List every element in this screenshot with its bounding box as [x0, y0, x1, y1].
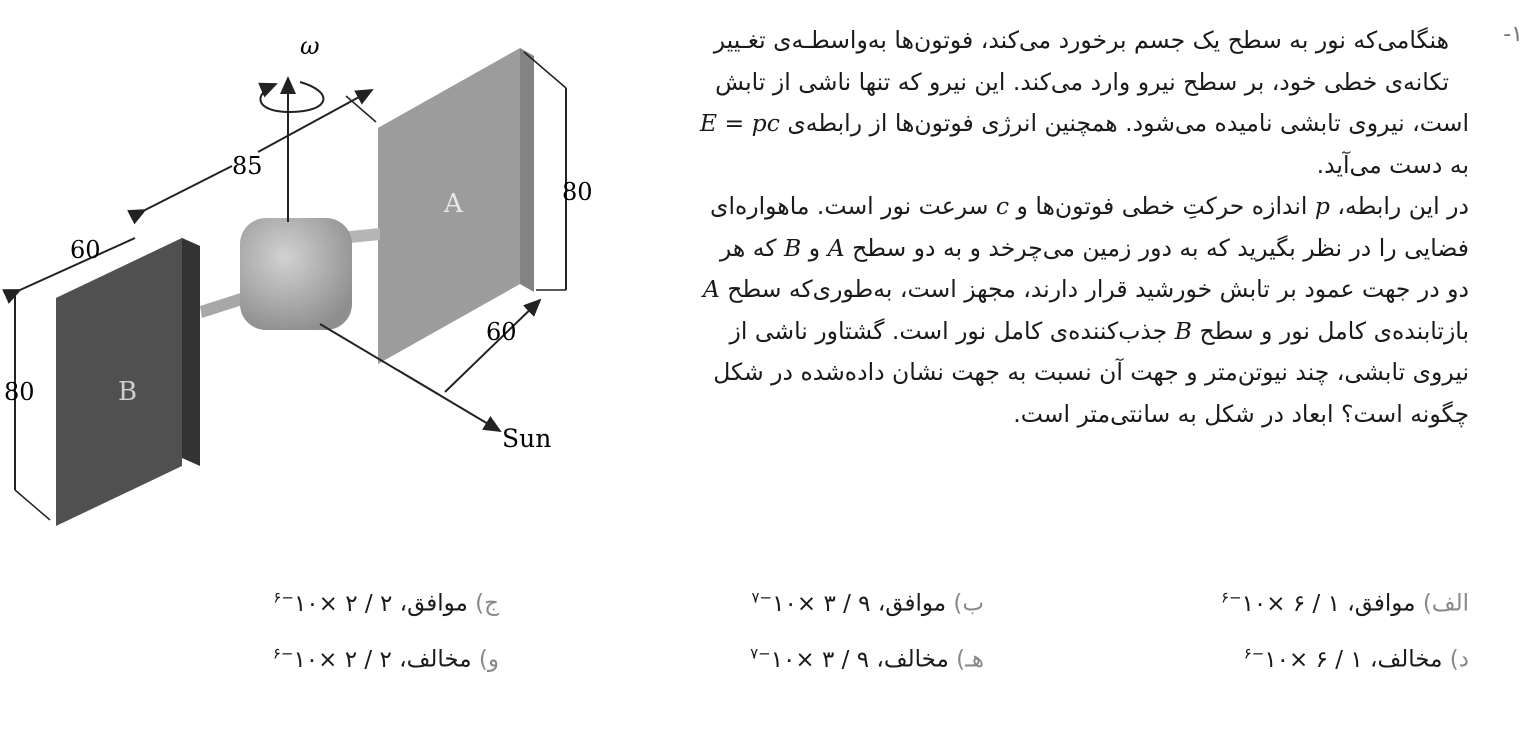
satellite-hub	[240, 218, 352, 330]
line-7-part-1: دو در جهت عمود بر تابش خورشید قرار دارند، مجهز است، به‌طوری‌که سطح	[727, 275, 1469, 303]
question-line-5	[599, 186, 1469, 228]
question-line-2: تکانه‌ی خطی خود، بر سطح نیرو وارد می‌کند. این نیرو که تنها ناشی از تابش	[715, 67, 1449, 96]
option-direction: مخالف،	[1370, 646, 1443, 673]
option-letter: د)	[1449, 646, 1469, 673]
option-direction: مخالف،	[876, 646, 949, 673]
options-row-2	[49, 644, 1469, 700]
question-line-10: چگونه است؟ ابعاد در شکل به سانتی‌متر است.	[1013, 399, 1469, 428]
option-mantissa: ۲ / ۲ ×۱۰	[293, 590, 393, 617]
label-B: B	[118, 377, 138, 407]
option-mantissa: ۲ / ۲ ×۱۰	[293, 646, 392, 673]
question-line-7	[599, 269, 1469, 311]
option-value	[750, 644, 870, 673]
option-exponent: −۷	[751, 588, 773, 606]
option-letter: الف)	[1422, 590, 1469, 617]
question-line-6	[599, 228, 1469, 270]
dim-80-right-label: 80	[562, 178, 593, 206]
option-exponent: −۷	[750, 644, 771, 662]
option-direction: موافق،	[399, 590, 468, 617]
option-letter: ب)	[953, 590, 984, 617]
energy-formula: E = pc	[699, 109, 780, 137]
option-letter: هـ)	[956, 646, 984, 673]
var-B: B	[784, 233, 802, 262]
label-A: A	[444, 189, 463, 219]
line-5-part-2: اندازه حرکتِ خطی فوتون‌ها و	[1016, 192, 1308, 220]
var-A-2: A	[702, 275, 720, 303]
question-line-8	[599, 311, 1469, 353]
line-6-part-1: فضایی را در نظر بگیرید که به دور زمین می‌چرخد و به دو سطح	[852, 233, 1469, 262]
satellite-figure	[0, 0, 620, 545]
line-6-part-2: و	[808, 233, 821, 262]
question-number: ۱-	[1503, 22, 1523, 47]
option-mantissa: ۹ / ۳ ×۱۰	[770, 646, 870, 673]
dim-85-ext	[346, 96, 376, 122]
dim-85-line-1	[145, 166, 232, 210]
option-letter: و)	[478, 646, 499, 673]
options-row-1	[49, 588, 1469, 644]
option-be[interactable]	[751, 588, 984, 617]
option-value	[1243, 644, 1363, 673]
question-text	[599, 20, 1469, 435]
var-B-2: B	[1174, 316, 1192, 345]
option-exponent: −۶	[1220, 588, 1242, 606]
dim-80-left-ext	[15, 490, 50, 520]
option-jim[interactable]	[273, 588, 499, 617]
question-line-3-text: است، نیروی تابشی نامیده می‌شود. همچنین انرژی فوتون‌ها از رابطه‌ی	[787, 109, 1469, 137]
dim-60-bottom-label: 60	[486, 318, 517, 346]
rotation-arrow	[260, 82, 323, 112]
option-exponent: −۶	[1243, 644, 1265, 662]
option-value	[273, 588, 393, 617]
satellite-diagram	[0, 0, 620, 545]
option-value	[1220, 588, 1340, 617]
option-mantissa: ۱ / ۶ ×۱۰	[1264, 646, 1363, 673]
sun-label: Sun	[502, 424, 552, 453]
option-alef[interactable]	[1221, 588, 1469, 617]
option-mantissa: ۹ / ۳ ×۱۰	[772, 590, 871, 617]
question-line-3	[599, 103, 1469, 145]
option-direction: موافق،	[877, 590, 947, 617]
option-exponent: −۶	[273, 588, 294, 606]
option-direction: مخالف،	[399, 646, 472, 673]
line-5-part-1: در این رابطه،	[1337, 192, 1469, 220]
omega-label: ω	[300, 32, 320, 60]
line-6-part-3: که هر	[719, 233, 777, 262]
option-mantissa: ۱ / ۶ ×۱۰	[1241, 590, 1340, 617]
dim-80-left-label: 80	[4, 378, 35, 406]
option-direction: موافق،	[1347, 590, 1416, 617]
option-letter: ج)	[475, 590, 499, 617]
question-line-9: نیروی تابشی، چند نیوتن‌متر و جهت آن نسبت به جهت نشان داده‌شده در شکل	[713, 358, 1469, 386]
dim-60-top-label: 60	[70, 236, 101, 264]
option-vav[interactable]	[273, 644, 499, 673]
dim-85-line-2	[258, 90, 372, 152]
line-5-part-3: سرعت نور است. ماهواره‌ای	[710, 192, 989, 220]
option-exponent: −۶	[272, 644, 294, 662]
line-8-part-2: جذب‌کننده‌ی کامل نور است. گشتاور ناشی از	[729, 316, 1168, 345]
option-value	[272, 644, 392, 673]
answer-options	[49, 588, 1469, 700]
question-line-1: هنگامی‌که نور به سطح یک جسم برخورد می‌کند، فوتون‌ها به‌واسطـه‌ی تغـییر	[713, 26, 1449, 54]
option-he[interactable]	[750, 644, 984, 673]
line-8-part-1: بازتابنده‌ی کامل نور و سطح	[1199, 316, 1469, 345]
dim-60-bottom-ext	[398, 370, 440, 395]
var-A: A	[827, 233, 845, 262]
question-line-4: به دست می‌آید.	[1316, 150, 1469, 179]
var-p: p	[1314, 192, 1330, 220]
option-value	[751, 588, 871, 617]
var-c: c	[995, 192, 1010, 220]
dim-85-label: 85	[232, 152, 263, 180]
option-dal[interactable]	[1244, 644, 1469, 673]
